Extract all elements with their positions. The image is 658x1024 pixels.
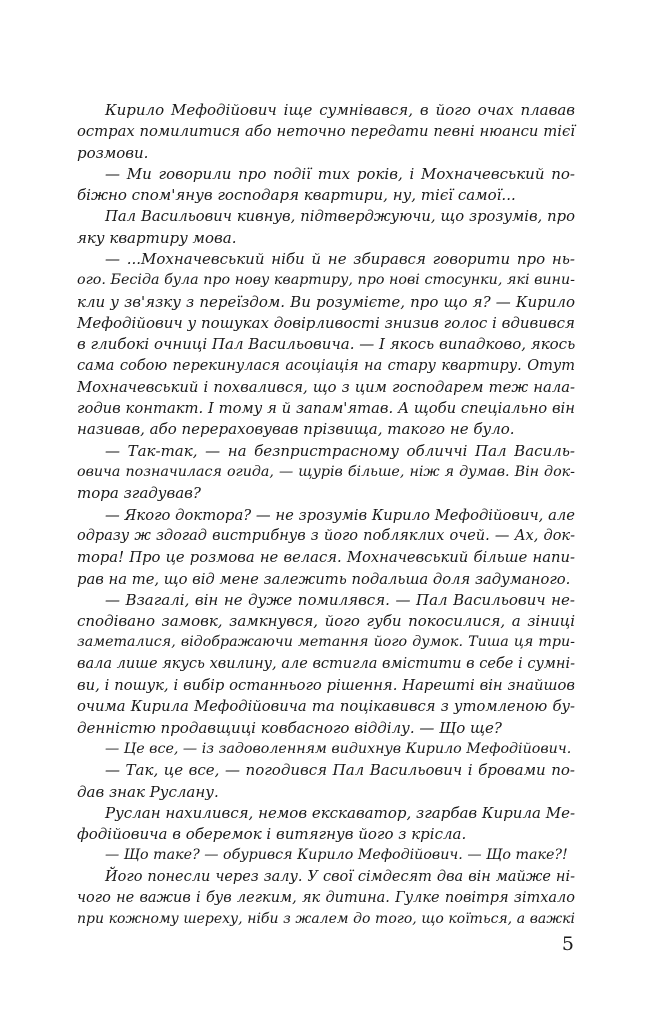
text-line: ого. Бесіда була про нову квартиру, про нові стосунки, які вини-: [77, 272, 575, 289]
text-line: яку квартиру мова.: [77, 228, 237, 247]
text-line: ви, і пошук, і вибір останнього рішення. Нарешті він знайшов: [77, 677, 575, 695]
text-line: дав знак Руслану.: [77, 782, 219, 801]
text-line: розмови.: [77, 143, 149, 162]
text-line: Руслан нахилився, немов екскаватор, згарбав Кирила Ме-: [105, 803, 576, 822]
text-line: — Якого доктора? — не зрозумів Кирило Мефодійович, але: [105, 506, 575, 524]
text-line: денністю продавщиці ковбасного відділу. — Що ще?: [77, 718, 502, 737]
text-line: називав, або перераховував прізвища, такого не було.: [77, 420, 515, 439]
text-line: Кирило Мефодійович іще сумнівався, в його очах плавав: [105, 101, 575, 119]
text-line: — Це все, — із задоволенням видихнув Кирило Мефодійович.: [105, 740, 572, 757]
text-line: — Ми говорили про події тих років, і Мохначевський по-: [105, 164, 575, 183]
text-line: сподівано замовк, замкнувся, його губи покосилися, а зіниці: [77, 612, 575, 631]
text-line: при кожному шереху, ніби з жалем до того, що коїться, а важкі: [77, 911, 575, 928]
text-line: — Що таке? — обурився Кирило Мефодійович. — Що таке?!: [105, 847, 568, 864]
text-line: кли у зв'язку з переїздом. Ви розумієте, про що я? — Кирило: [77, 292, 575, 311]
text-line: сама собою перекинулася асоціація на стару квартиру. Отут: [77, 357, 575, 374]
text-line: вала лише якусь хвилину, але встигла вмістити в себе і сумні-: [77, 655, 575, 672]
text-line: острах помилитися або неточно передати певні нюанси тієї: [77, 123, 575, 141]
text-line: — Так-так, — на безпристрасному обличчі Пал Василь-: [105, 441, 575, 460]
text-line: фодійовича в оберемок і витягнув його з крісла.: [77, 825, 467, 844]
text-line: — Так, це все, — погодився Пал Васильович і бровами по-: [105, 761, 575, 780]
text-line: очима Кирила Мефодійовича та поцікавився з утомленою бу-: [77, 698, 575, 716]
body-text: [77, 100, 575, 931]
text-line: Його понесли через залу. У свої сімдесят два він майже ні-: [105, 868, 575, 885]
text-line: рав на те, що від мене залежить подальша доля задуманого.: [77, 570, 571, 588]
text-line: — ...Мохначевський ніби й не збирався говорити про нь-: [105, 250, 575, 269]
text-line: — Взагалі, він не дуже помилявся. — Пал Васильович не-: [105, 590, 575, 609]
text-line: заметалися, відображаючи метання його думок. Тиша ця три-: [77, 634, 575, 651]
text-line: чого не важив і був легким, як дитина. Гулке повітря зітхало: [77, 889, 575, 906]
text-line: Мефодійович у пошуках довірливості знизив голос і вдивився: [77, 313, 575, 332]
text-line: годив контакт. І тому я й запам'ятав. А щоби спеціально він: [77, 400, 575, 418]
text-line: овича позначилася огида, — щурів більше, ніж я думав. Він док-: [77, 464, 575, 481]
text-line: тора! Про це розмова не велася. Мохначевський більше напи-: [77, 549, 575, 567]
text-line: тора згадував?: [77, 484, 201, 503]
text-line: Мохначевський і похвалився, що з цим господарем теж нала-: [77, 378, 575, 396]
text-line: біжно спом'янув господаря квартири, ну, тієї самої...: [77, 186, 516, 205]
text-line: Пал Васильович кивнув, підтверджуючи, що зрозумів, про: [105, 208, 575, 226]
page-number: 5: [561, 933, 574, 955]
text-line: в глибокі очниці Пал Васильовича. — І якось випадково, якось: [77, 335, 576, 354]
text-line: одразу ж здогад вистрибнув з його побляклих очей. — Ах, док-: [77, 527, 575, 544]
